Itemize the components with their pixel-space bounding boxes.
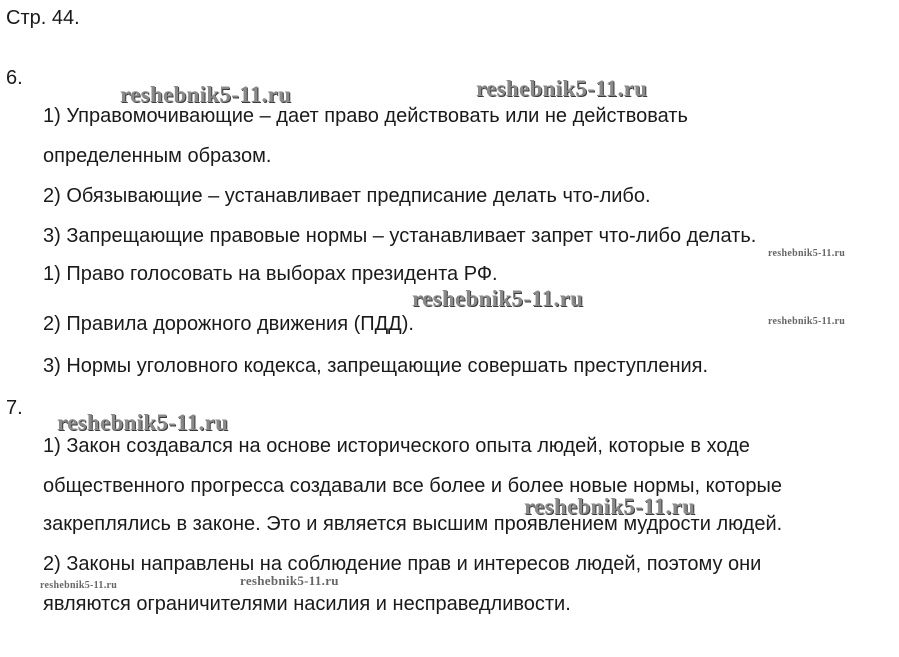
- task-6-number: 6.: [6, 67, 23, 89]
- task-6-line: 1) Право голосовать на выборах президента РФ.: [43, 263, 498, 285]
- watermark: reshebnik5-11.ru: [476, 76, 648, 101]
- watermark: reshebnik5-11.ru: [768, 316, 846, 327]
- watermark: reshebnik5-11.ru: [57, 410, 229, 435]
- watermark: reshebnik5-11.ru: [412, 286, 584, 311]
- task-7-line: 2) Законы направлены на соблюдение прав и интересов людей, поэтому они: [43, 553, 762, 575]
- task-6-line: 3) Нормы уголовного кодекса, запрещающие совершать преступления.: [43, 355, 709, 377]
- task-6-line: 2) Обязывающие – устанавливает предписание делать что-либо.: [43, 185, 651, 207]
- task-7-line: являются ограничителями насилия и несправедливости.: [43, 593, 571, 615]
- page-header: Стр. 44.: [6, 7, 80, 29]
- watermark: reshebnik5-11.ru: [240, 573, 339, 588]
- task-7-number: 7.: [6, 397, 23, 419]
- watermark: reshebnik5-11.ru: [120, 82, 292, 107]
- watermark: reshebnik5-11.ru: [40, 580, 118, 591]
- task-7-line: общественного прогресса создавали все более и более новые нормы, которые: [43, 475, 782, 497]
- task-6-line: 1) Управомочивающие – дает право действовать или не действовать: [43, 105, 688, 127]
- task-7-line: закреплялись в законе. Это и является высшим проявлением мудрости людей.: [43, 513, 783, 535]
- task-6-line: 3) Запрещающие правовые нормы – устанавливает запрет что-либо делать.: [43, 225, 757, 247]
- watermark: reshebnik5-11.ru: [768, 248, 846, 259]
- task-6-line: определенным образом.: [43, 145, 272, 167]
- watermark: reshebnik5-11.ru: [524, 494, 696, 519]
- task-6-line: 2) Правила дорожного движения (ПДД).: [43, 313, 414, 335]
- task-7-line: 1) Закон создавался на основе исторического опыта людей, которые в ходе: [43, 435, 750, 457]
